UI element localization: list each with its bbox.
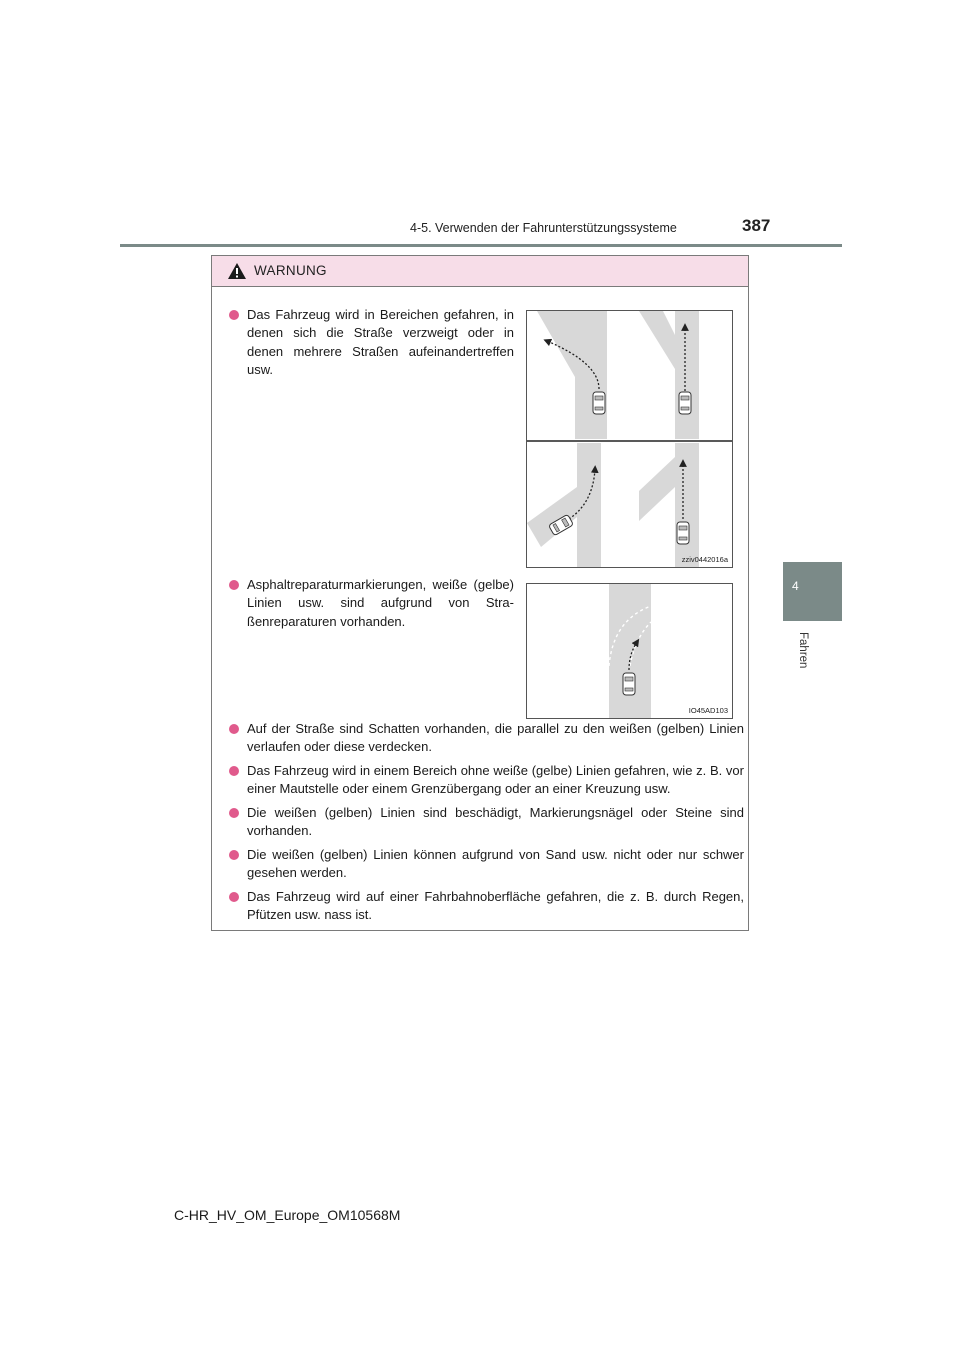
figure-code: zziv0442016a xyxy=(681,555,728,564)
header-divider xyxy=(120,244,842,247)
figure-repair-markings xyxy=(526,583,733,719)
warning-box: WARNUNG Das Fahrzeug wird in Bereichen gefahren, in denen sich die Straße verzweigt oder in denen mehrere Straßen aufeinandertreffen usw. Asphaltreparaturmarkierungen, weiße (gelbe) Linien usw. sind aufgrund von Stra-ßenreparaturen vorhanden. Auf der Straße sind Schatten vorhanden, die parallel zu den weißen (gelben) Linien verlaufen oder diese verdecken. Das Fahrzeug wird in einem Bereich ohne weiße (gelbe) Linien gefahren, wie z. B. vor einer Mautstelle oder einem Grenzübergang oder an einer Kreuzung usw. Die weißen (gelben) Linien sind beschädigt, Markierungsnägel oder Steine sind vorhanden. Die weißen (gelben) Linien können aufgrund von Sand usw. nicht oder nur schwer gesehen werden. Das Fahrzeug wird auf einer Fahrbahnoberfläche gefahren, die z. B. durch Regen, Pfützen usw. nass ist. zziv0442016a IO45AD103 xyxy=(211,255,749,931)
bullet-dot-icon xyxy=(229,766,239,776)
repair-markings-illustration xyxy=(527,584,732,718)
warning-title: WARNUNG xyxy=(254,263,327,278)
chapter-label: Fahren xyxy=(797,632,809,669)
warning-header xyxy=(212,256,748,287)
bullet-dot-icon xyxy=(229,850,239,860)
figure-code: IO45AD103 xyxy=(688,706,728,715)
branching-roads-illustration xyxy=(527,311,732,567)
section-title: 4-5. Verwenden der Fahrunterstützungssysteme xyxy=(410,221,677,235)
bullet-dot-icon xyxy=(229,808,239,818)
bullet-dot-icon xyxy=(229,892,239,902)
bullet-dot-icon xyxy=(229,580,239,590)
bullet-dot-icon xyxy=(229,310,239,320)
chapter-number: 4 xyxy=(792,579,799,593)
document-id: C-HR_HV_OM_Europe_OM10568M xyxy=(174,1207,401,1223)
warning-triangle-icon xyxy=(227,262,247,280)
bullet-dot-icon xyxy=(229,724,239,734)
chapter-tab xyxy=(783,562,842,621)
figure-branching-roads xyxy=(526,310,733,568)
page-number: 387 xyxy=(742,216,771,235)
